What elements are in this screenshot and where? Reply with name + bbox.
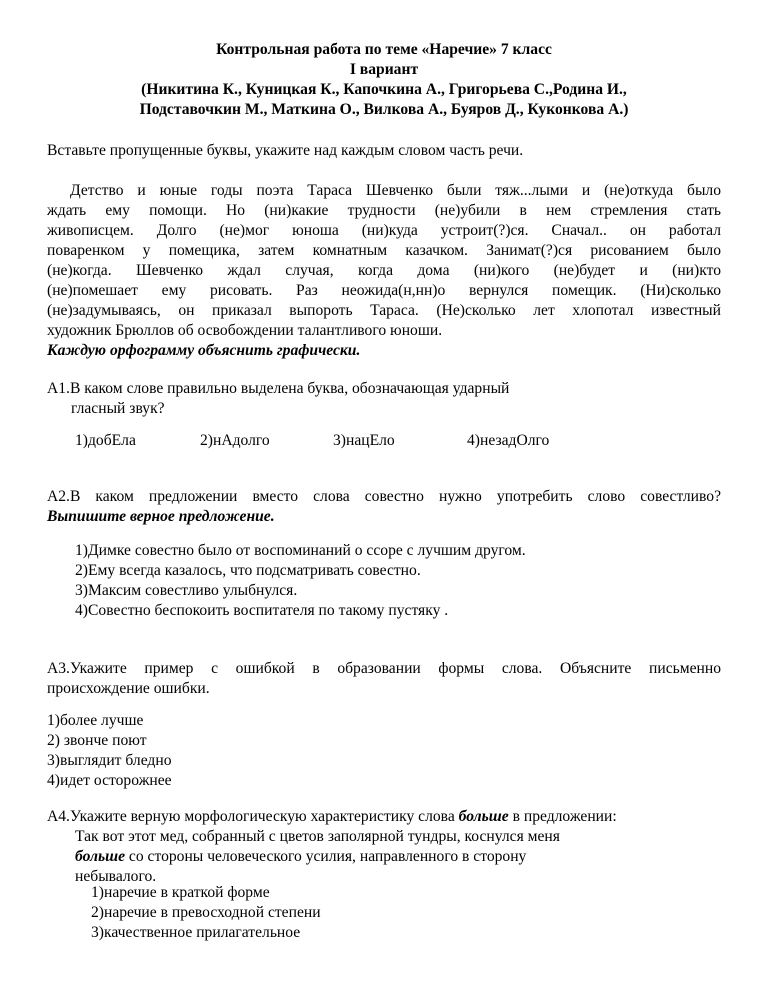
a1-option: 4)незадОлго [467,432,550,449]
text-line: (не)задумываясь, он приказал выпороть Тараса. (Не)сколько лет хлопотал известный [47,302,721,319]
a4-option: 2)наречие в превосходной степени [91,904,321,921]
a4-option: 1)наречие в краткой форме [91,884,270,901]
a4-sentence-line-1: Так вот этот мед, собранный с цветов заполярной тундры, коснулся меня [75,828,560,845]
authors-line-2: Подставочкин М., Маткина О., Вилкова А., Буяров Д., Куконкова А.) [139,101,629,118]
a1-option: 2)нАдолго [200,432,270,449]
a4-sentence-line-2 [75,847,526,867]
a2-question: А2.В каком предложении вместо слова совестно нужно употребить слово совестливо? [47,488,721,505]
a1-option: 1)добЕла [75,432,136,449]
text-line: (не)когда. Шевченко ждал случая, когда дома (ни)кого (не)будет и (ни)кто [47,262,721,279]
text-line: художник Брюллов об освобождении талантливого юноши. [47,322,443,339]
authors-line-1: (Никитина К., Куницкая К., Капочкина А., Григорьева С.,Родина И., [141,81,627,98]
text-line: ждать ему помощи. Но (ни)какие трудности (не)убили в нем стремления стать [47,202,721,219]
variant-label: I вариант [349,61,419,78]
a3-question-line-2: происхождение ошибки. [47,680,210,697]
instruction: Вставьте пропущенные буквы, укажите над каждым словом часть речи. [47,142,524,159]
a2-option: 4)Совестно беспокоить воспитателя по такому пустяку . [75,602,449,619]
text-line: живописцем. Долго (не)мог юноша (ни)куда устроит(?)ся. Сначал.. он работал [47,222,721,239]
a4-question-text: А4.Укажите верную морфологическую характеристику слова [47,808,459,825]
a2-task: Выпишите верное предложение. [47,508,275,525]
a2-option: 3)Максим совестливо улыбнулся. [75,582,298,599]
a1-question-line-2: гласный звук? [71,400,165,417]
a4-key-word: больше [458,808,509,825]
a4-question-tail: в предложении: [508,808,617,825]
a3-option: 4)идет осторожнее [47,772,172,789]
text-line: поваренком у помещика, затем комнатным казачком. Занимат(?)ся рисованием было [47,242,721,259]
a4-sentence-rest: со стороны человеческого усилия, направленного в сторону [125,848,527,865]
a3-question-line-1: А3.Укажите пример с ошибкой в образовании формы слова. Объясните письменно [47,660,721,677]
a3-option: 3)выглядит бледно [47,752,172,769]
orthogram-note: Каждую орфограмму объяснить графически. [47,342,361,359]
text-line: Детство и юные годы поэта Тараса Шевченко были тяж...лыми и (не)откуда было [70,182,721,199]
text-line: (не)помешает ему рисовать. Раз неожида(н,нн)о вернулся помещик. (Ни)сколько [47,282,721,299]
a3-option: 2) звонче поют [47,732,147,749]
a1-option: 3)нацЕло [333,432,395,449]
a2-option: 1)Димке совестно было от воспоминаний о ссоре с лучшим другом. [75,542,526,559]
a4-question [47,807,617,827]
a4-sentence-line-3: небывалого. [75,868,157,885]
a3-option: 1)более лучше [47,712,144,729]
a1-question-line-1: А1.В каком слове правильно выделена буква, обозначающая ударный [47,380,510,397]
a4-option: 3)качественное прилагательное [91,924,301,941]
doc-title: Контрольная работа по теме «Наречие» 7 класс [216,41,552,58]
a4-sentence-key-word: больше [75,848,126,865]
a2-option: 2)Ему всегда казалось, что подсматривать совестно. [75,562,421,579]
